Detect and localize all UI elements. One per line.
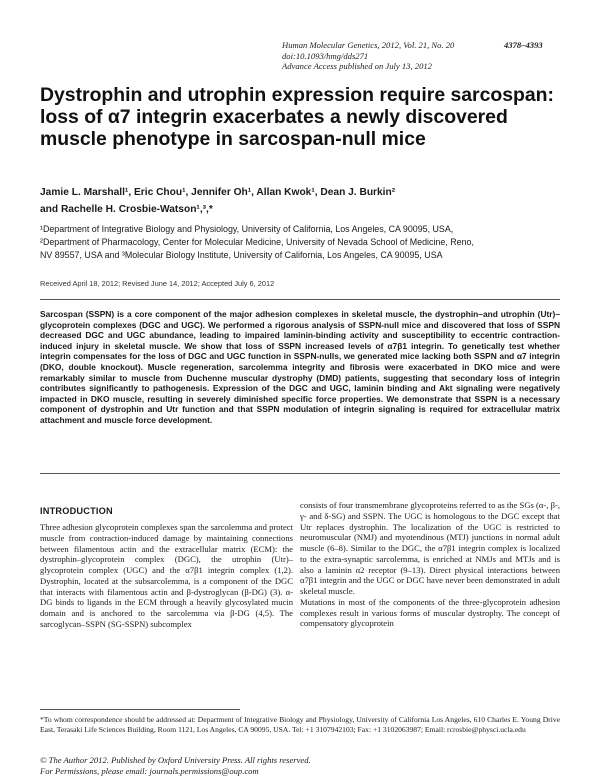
article-title: Dystrophin and utrophin expression require sarcospan: loss of α7 integrin exacerbates a newly discovered muscle phenotype in sarcospan-null mice [40, 84, 554, 150]
advance-access-note: Advance Access published on July 13, 2012 [282, 61, 432, 71]
author-list [40, 184, 560, 218]
affiliation-2: ²Department of Pharmacology, Center for Molecular Medicine, University of Nevada School of Medicine, Reno, [40, 237, 474, 248]
author-line-1: Jamie L. Marshall¹, Eric Chou¹, Jennifer Oh¹, Allan Kwok¹, Dean J. Burkin² [40, 187, 396, 198]
journal-citation: Human Molecular Genetics, 2012, Vol. 21, No. 20 [282, 40, 455, 50]
permissions-line[interactable]: For Permissions, please email: journals.permissions@oup.com [40, 766, 259, 776]
copyright-notice [40, 755, 560, 777]
correspondence-footnote: *To whom correspondence should be addressed at: Department of Integrative Biology and Physiology, University of California Los Angeles, 610 Charles E. Young Drive East, Terasaki Life Sciences Building, Room 1121, Los Angeles, CA 90095, USA. Tel: +1 3107942103; Fax: +1 3102063987; Email: rcrosbie@physci.ucla.edu [40, 715, 560, 734]
intro-column-right: consists of four transmembrane glycoproteins referred to as the SGs (α-, β-, γ- and δ-SG) and SSPN. The UGC is homologous to the DGC except that Utr replaces dystrophin. The localization of the UGC is restricted to neuromuscular (NMJ) and myotendinous (MTJ) junctions in normal adult muscle (6–8). Similar to the DGC, the α7β1 integrin complex is localized to the extra-synaptic sarcolemma, is enriched at NMJs and MTJs and is also a laminin α2 receptor (9–13). Direct physical interactions between α7β1 integrin and the UGC or DGC have never been demonstrated in adult skeletal muscle. Mutations in most of the components of the three-glycoprotein adhesion complexes result in various forms of muscular dystrophy. The concept of compensatory glycoprotein [300, 500, 560, 629]
doi[interactable]: doi:10.1093/hmg/dds271 [282, 50, 369, 61]
page-range: 4378–4393 [504, 40, 543, 50]
author-line-2: and Rachelle H. Crosbie-Watson¹,³,* [40, 204, 213, 215]
affiliation-1: ¹Department of Integrative Biology and Physiology, University of California, Los Angeles, CA 90095, USA, [40, 224, 454, 234]
footnote-divider [40, 709, 240, 710]
copyright-line: © The Author 2012. Published by Oxford University Press. All rights reserved. [40, 755, 311, 765]
divider-bottom [40, 473, 560, 474]
intro-column-left: Three adhesion glycoprotein complexes span the sarcolemma and protect muscle from contraction-induced damage by maintaining connections between filamentous actin and the extracellular matrix (ECM): the dystrophin–glycoprotein complex (DGC), the utrophin (Utr)–glycoprotein complex (UGC) and the α7β1 integrin complex (1,2). Dystrophin, located at the subsarcolemma, is a component of the DGC that interacts with filamentous actin and β-dystroglycan (β-DG) (3). α-DG binds to ligands in the ECM through a heavily glycosylated mucin domain and is anchored to the sarcolemma via β-DG (4,5). The sarcoglycan–SSPN (SG-SSPN) subcomplex [40, 522, 293, 629]
divider-top [40, 299, 560, 300]
abstract: Sarcospan (SSPN) is a core component of the major adhesion complexes in skeletal muscle, the dystrophin–and utrophin (Utr)–glycoprotein complexes (DGC and UGC). We performed a rigorous analysis of SSPN-null mice and discovered that loss of SSPN decreased DGC and UGC abundance, leading to impaired laminin-binding activity and susceptibility to eccentric contraction-induced injury in skeletal muscle. We show that loss of SSPN increased levels of α7β1 integrin. To genetically test whether integrin compensates for the loss of DGC and UGC function in SSPN-nulls, we generated mice lacking both SSPN and α7 integrin (DKO, double knockout). Muscle regeneration, sarcolemma integrity and fibrosis were exacerbated in DKO mice and were remarkably similar to muscle from Duchenne muscular dystrophy (DMD) patients, suggesting that secondary loss of integrin contributes significantly to pathogenesis. Expression of the DGC and UGC, laminin binding and Akt signaling were negatively impacted in DKO muscle, resulting in severely diminished specific force properties. We demonstrate that SSPN is a necessary component of dystrophin and Utr function and that SSPN modulation of integrin signaling is required for extracellular matrix attachment and muscle force development. [40, 309, 560, 425]
section-heading-introduction: INTRODUCTION [40, 506, 113, 516]
affiliations [40, 223, 560, 263]
journal-header [282, 40, 562, 72]
affiliation-3: NV 89557, USA and ³Molecular Biology Institute, University of California, Los Angeles, CA 90095, USA [40, 250, 443, 261]
article-dates: Received April 18, 2012; Revised June 14, 2012; Accepted July 6, 2012 [40, 279, 275, 288]
